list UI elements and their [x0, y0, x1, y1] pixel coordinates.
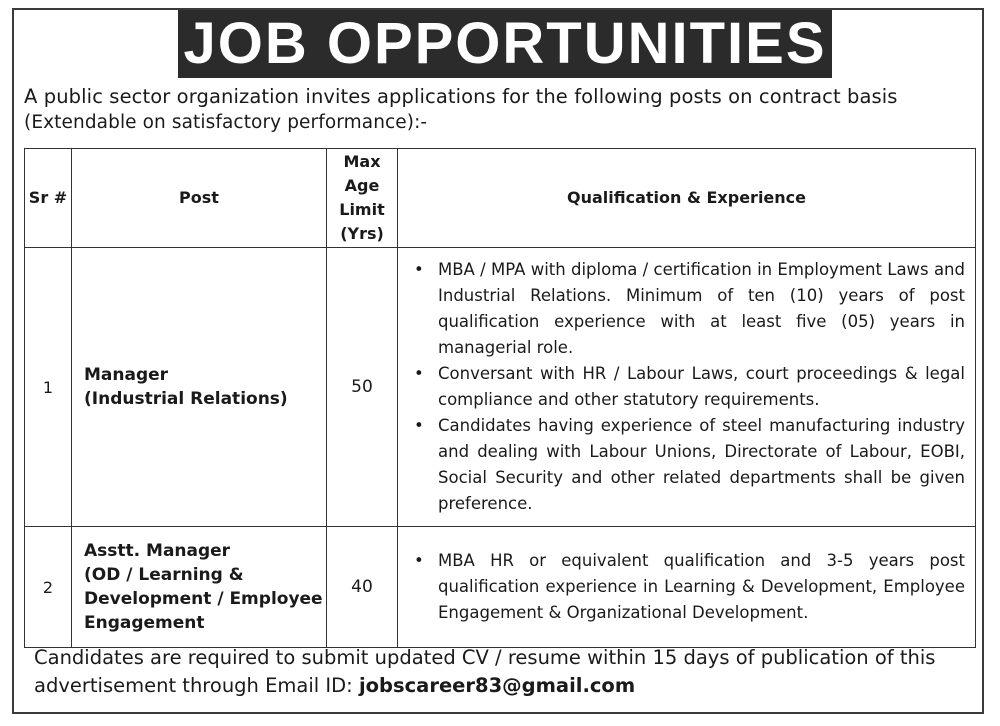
jobs-table [24, 148, 976, 648]
post-subtitle: (OD / Learning & Development / Employee Engagement [84, 565, 323, 633]
post-title: Asstt. Manager [84, 541, 231, 561]
intro-text [24, 84, 984, 136]
bullet-icon: • [414, 551, 424, 570]
header-age-limit: Max Age Limit (Yrs) [327, 149, 398, 248]
footer-text [34, 644, 984, 700]
bullet-icon: • [414, 416, 424, 435]
row-post [72, 248, 327, 527]
intro-line-1: A public sector organization invites applications for the following posts on contract basis [24, 85, 898, 108]
row-qualifications [398, 248, 976, 527]
table-row [25, 527, 976, 648]
post-subtitle: (Industrial Relations) [84, 389, 288, 409]
row-age-limit: 50 [327, 248, 398, 527]
row-sr: 1 [25, 248, 72, 527]
table-row [25, 248, 976, 527]
bullet-icon: • [414, 260, 424, 279]
qualification-item: • MBA / MPA with diploma / certification in Employment Laws and Industrial Relations. Minimum of ten (10) years of post qualification experience with at least five (05) years in managerial role. [438, 257, 965, 361]
qualification-item: • Conversant with HR / Labour Laws, court proceedings & legal compliance and other statutory requirements. [438, 361, 965, 413]
bullet-icon: • [414, 364, 424, 383]
page-title: JOB OPPORTUNITIES [178, 10, 832, 78]
post-title: Manager [84, 365, 169, 385]
header-sr: Sr # [25, 149, 72, 248]
row-sr: 2 [25, 527, 72, 648]
footer-instructions: Candidates are required to submit updated CV / resume within 15 days of publication of this advertisement through Email ID: [34, 646, 936, 697]
intro-line-2: (Extendable on satisfactory performance):- [24, 112, 428, 133]
table-header-row [25, 149, 976, 248]
row-post [72, 527, 327, 648]
qualification-item: • MBA HR or equivalent qualification and 3-5 years post qualification experience in Learning & Development, Employee Engagement & Organizational Development. [438, 548, 965, 626]
header-qualification: Qualification & Experience [398, 149, 976, 248]
row-qualifications [398, 527, 976, 648]
email-address[interactable]: jobscareer83@gmail.com [358, 674, 636, 697]
row-age-limit: 40 [327, 527, 398, 648]
header-post: Post [72, 149, 327, 248]
qualification-item: • Candidates having experience of steel manufacturing industry and dealing with Labour Unions, Directorate of Labour, EOBI, Social Security and other related departments shall be given preference. [438, 413, 965, 517]
